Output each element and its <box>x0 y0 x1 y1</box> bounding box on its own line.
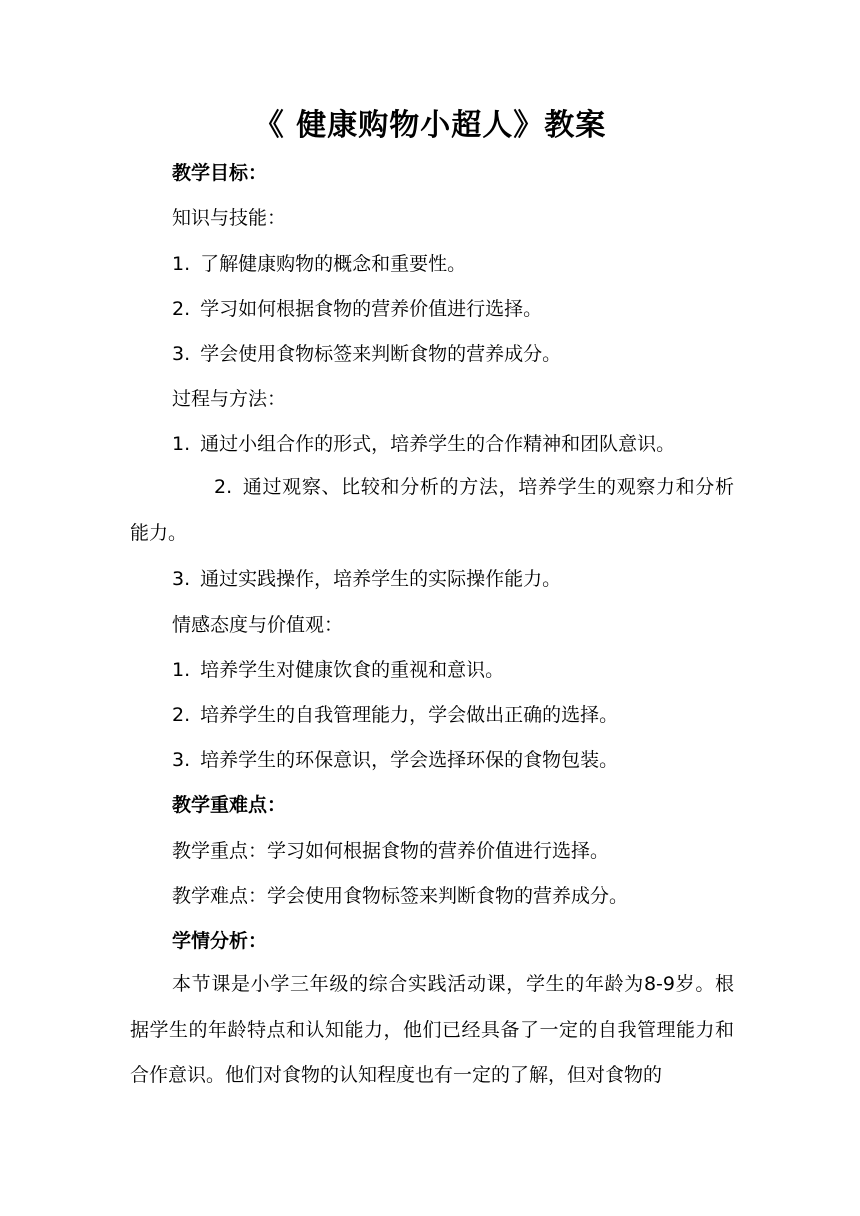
key-points-heading: 教学重难点： <box>172 794 287 816</box>
process-method-label: 过程与方法： <box>172 388 287 410</box>
emotion-values-label: 情感态度与价值观： <box>172 614 344 636</box>
list-text: 学习如何根据食物的营养价值进行选择。 <box>200 298 543 320</box>
teaching-difficulty: 教学难点：学会使用食物标签来判断食物的营养成分。 <box>172 885 629 907</box>
analysis-heading: 学情分析： <box>172 930 268 952</box>
list-item-wrapped <box>130 465 734 556</box>
teaching-focus: 教学重点：学习如何根据食物的营养价值进行选择。 <box>172 840 610 862</box>
list-number: 1. <box>172 253 191 275</box>
list-text: 培养学生的环保意识，学会选择环保的食物包装。 <box>200 749 619 771</box>
list-text: 培养学生的自我管理能力，学会做出正确的选择。 <box>200 704 619 726</box>
document-title: 《 健康购物小超人》教案 <box>253 108 607 143</box>
list-item <box>172 566 561 592</box>
list-text: 通过小组合作的形式，培养学生的合作精神和团队意识。 <box>200 433 676 455</box>
analysis-paragraph: 本节课是小学三年级的综合实践活动课，学生的年龄为8-9岁。根据学生的年龄特点和认知能力，他们已经具备了一定的自我管理能力和合作意识。他们对食物的认知程度也有一定的了解，但对食物的 <box>130 973 734 1086</box>
list-number: 3. <box>172 749 191 771</box>
list-item <box>172 657 504 683</box>
list-item <box>172 747 618 773</box>
list-text: 培养学生对健康饮食的重视和意识。 <box>200 659 505 681</box>
knowledge-skills-label: 知识与技能： <box>172 207 287 229</box>
list-item <box>172 296 542 322</box>
list-item <box>172 341 561 367</box>
list-number: 3. <box>172 343 191 365</box>
list-number: 1. <box>172 433 191 455</box>
list-text: 通过观察、比较和分析的方法，培养学生的观察力和分析能力。 <box>130 476 734 544</box>
list-item <box>172 251 466 277</box>
list-number: 3. <box>172 568 191 590</box>
list-number: 2. <box>214 476 233 498</box>
list-number: 2. <box>172 704 191 726</box>
objectives-heading: 教学目标： <box>172 162 268 184</box>
list-item <box>172 702 618 728</box>
list-text: 学会使用食物标签来判断食物的营养成分。 <box>200 343 562 365</box>
list-text: 通过实践操作，培养学生的实际操作能力。 <box>200 568 562 590</box>
list-text: 了解健康购物的概念和重要性。 <box>200 253 467 275</box>
list-number: 2. <box>172 298 191 320</box>
list-item <box>172 431 675 457</box>
list-number: 1. <box>172 659 191 681</box>
